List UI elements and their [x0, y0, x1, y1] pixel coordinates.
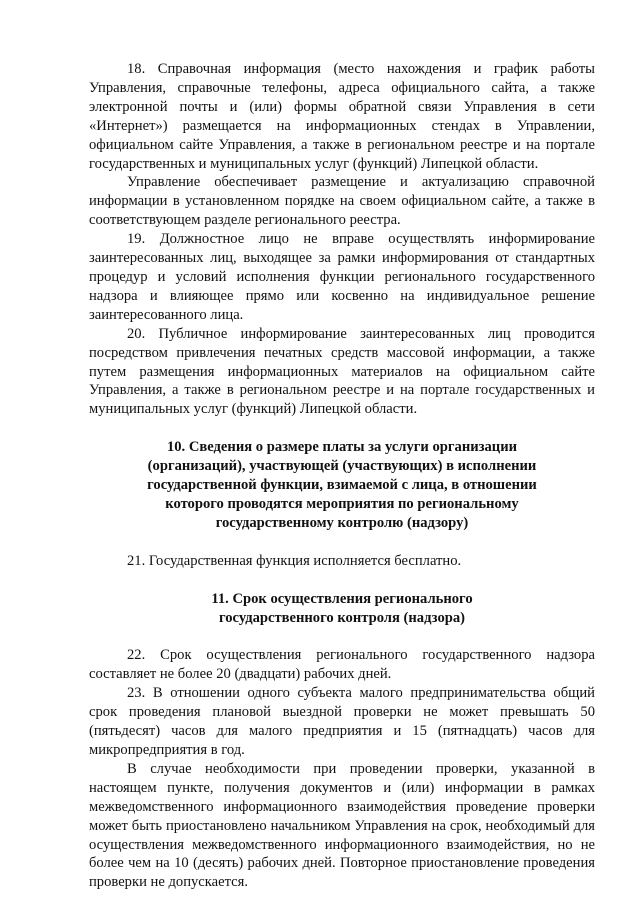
paragraph-19: 19. Должностное лицо не вправе осуществлять информирование заинтересованных лиц, выходящее за рамки информирования от стандартных процедур и условий исполнения функции регионального государственного надзора и влияющее прямо или косвенно на индивидуальное решение заинтересованного лица. — [89, 231, 595, 323]
heading-line: государственному контролю (надзору) — [215, 514, 469, 531]
paragraph-23: 23. В отношении одного субъекта малого предпринимательства общий срок проведения плановой выездной проверки не может превышать 50 (пятьдесят) часов для малого предприятия и 15 (пятнадцать) часов для микропредприятия в год. — [89, 685, 595, 758]
heading-line: которого проводятся мероприятия по региональному — [165, 495, 519, 512]
heading-line: (организаций), участвующей (участвующих) в исполнении — [147, 458, 537, 475]
heading-line: государственной функции, взимаемой с лица, в отношении — [147, 477, 537, 494]
heading-line: 10. Сведения о размере платы за услуги организации — [166, 439, 518, 456]
paragraph-18-continued: Управление обеспечивает размещение и актуализацию справочной информации в установленном порядке на своем официальном сайте, а также в соответствующем разделе регионального реестра. — [89, 174, 595, 229]
section-10-heading — [89, 438, 595, 533]
section-gap — [89, 533, 595, 552]
section-gap — [89, 419, 595, 438]
paragraph-22: 22. Срок осуществления регионального государственного надзора составляет не более 20 (двадцати) рабочих дней. — [89, 647, 595, 683]
paragraph-21: 21. Государственная функция исполняется бесплатно. — [127, 552, 462, 569]
paragraph-20: 20. Публичное информирование заинтересованных лиц проводится посредством привлечения печатных средств массовой информации, а также путем размещения информационных материалов на официальном сайте Управления, а также в региональном реестре и на портале государственных и муниципальных услуг (функций) Липецкой области. — [89, 325, 595, 418]
paragraph-23-continued: В случае необходимости при проведении проверки, указанной в настоящем пункте, получения документов и (или) информации в рамках межведомственного информационного взаимодействия проведение проверки может быть приостановлено начальником Управления на срок, необходимый для осуществления межведомственного информационного взаимодействия, но не более чем на 10 (десять) рабочих дней. Повторное приостановление проведения проверки не допускается. — [89, 760, 595, 891]
heading-line: государственного контроля (надзора) — [218, 609, 466, 626]
section-gap — [89, 571, 595, 590]
heading-line: 11. Срок осуществления регионального — [211, 590, 473, 607]
section-11-heading — [89, 590, 595, 628]
paragraph-18: 18. Справочная информация (место нахождения и график работы Управления, справочные телефоны, адреса официального сайта, а также электронной почты и (или) формы обратной связи Управления в сети «Интернет») размещается на информационных стендах в Управлении, официальном сайте Управления, а также в региональном реестре и на портале государственных и муниципальных услуг (функций) Липецкой области. — [89, 61, 595, 172]
section-gap — [89, 627, 595, 646]
document-page — [89, 60, 595, 892]
